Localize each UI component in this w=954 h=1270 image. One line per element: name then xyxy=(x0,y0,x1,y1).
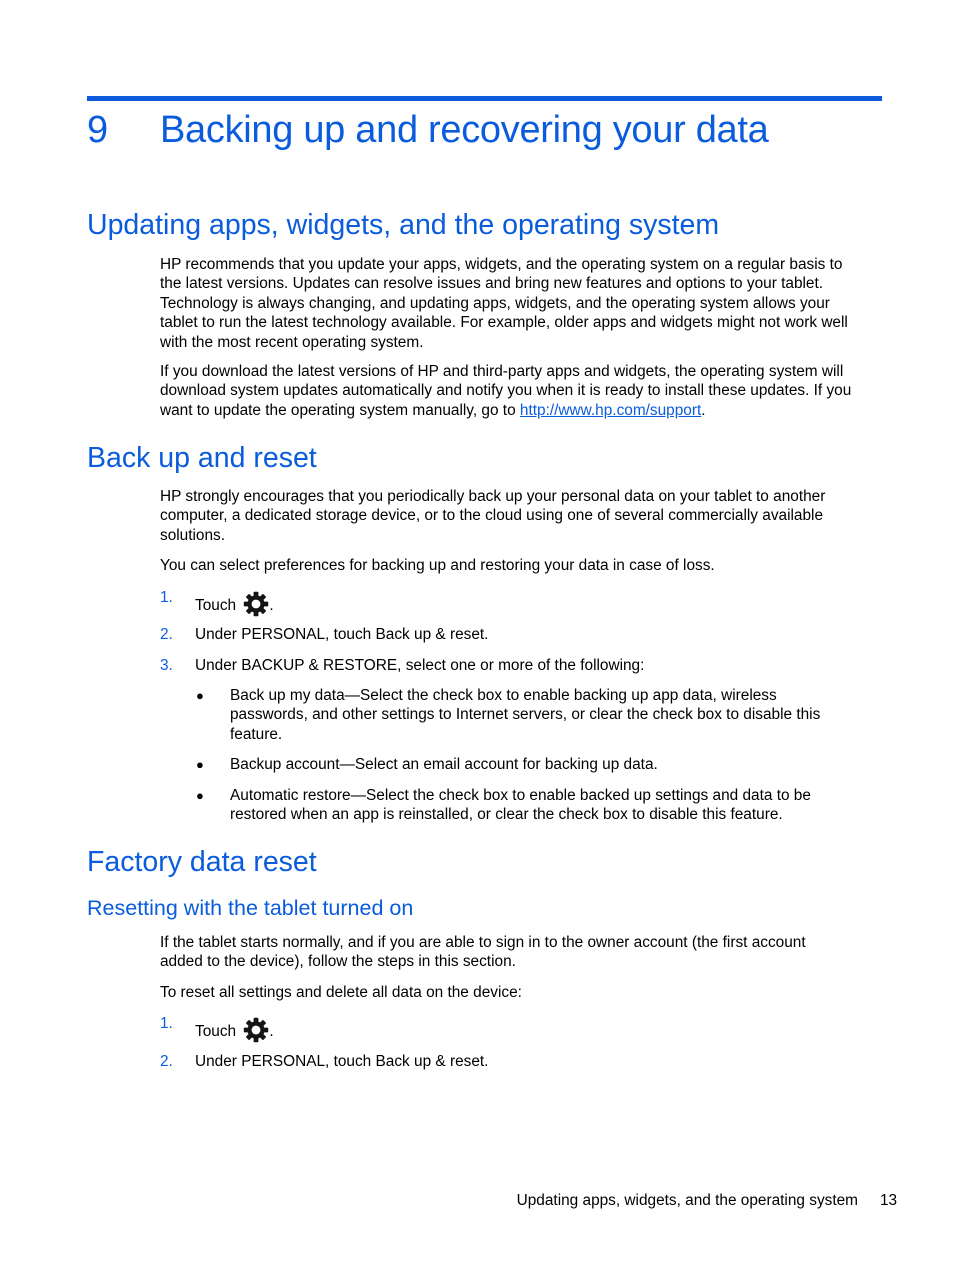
footer-page-number: 13 xyxy=(880,1192,898,1209)
bullet-marker: ● xyxy=(196,688,204,703)
updating-paragraph-1: HP recommends that you update your apps, widgets, and the operating system on a regular basis to the latest versions. Updates can resolve issues and bring new features and options to your tablet. Technology is always changing, and updating apps, widgets, and the operating system allows your tablet to run the latest technology available. For example, older apps and widgets might not work well with the most recent operating system. xyxy=(160,256,848,351)
subsection-heading-tablet-on: Resetting with the tablet turned on xyxy=(87,896,414,920)
section-heading-updating: Updating apps, widgets, and the operating system xyxy=(87,209,720,241)
backup-step-1: Touch . xyxy=(195,591,274,617)
bullet-marker: ● xyxy=(196,788,204,803)
gear-icon xyxy=(243,591,269,617)
factory-step-2: Under PERSONAL, touch Back up & reset. xyxy=(195,1053,489,1070)
backup-step-1-number: 1. xyxy=(160,589,173,606)
section-heading-factory: Factory data reset xyxy=(87,846,317,878)
factory-step-1: Touch . xyxy=(195,1017,274,1043)
chapter-number: 9 xyxy=(87,109,109,151)
bullet-back-up-my-data: Back up my data—Select the check box to enable backing up app data, wireless passwords, and other settings to Internet servers, or clear the check box to disable this feature. xyxy=(230,687,821,743)
footer-section-title: Updating apps, widgets, and the operating system xyxy=(516,1192,858,1209)
ui-label-backup-account: Backup account xyxy=(230,756,340,773)
backup-paragraph-2: You can select preferences for backing up and restoring your data in case of loss. xyxy=(160,557,715,574)
backup-paragraph-1: HP strongly encourages that you periodically back up your personal data on your tablet to another computer, a dedicated storage device, or to the cloud using one of several commercially available solutions. xyxy=(160,488,826,544)
bullet-backup-account: Backup account—Select an email account for backing up data. xyxy=(230,756,658,773)
ui-label-backup-restore: BACKUP & RESTORE xyxy=(241,657,398,674)
gear-icon xyxy=(243,1017,269,1043)
factory-paragraph-1: If the tablet starts normally, and if you are able to sign in to the owner account (the first account added to the device), follow the steps in this section. xyxy=(160,934,806,971)
ui-label-backup-reset: Back up & reset xyxy=(375,626,485,643)
factory-step-1-number: 1. xyxy=(160,1015,173,1032)
ui-label-personal: PERSONAL xyxy=(241,626,326,643)
backup-step-3-number: 3. xyxy=(160,657,173,674)
backup-step-2-number: 2. xyxy=(160,626,173,643)
ui-label-automatic-restore: Automatic restore xyxy=(230,787,351,804)
ui-label-personal: PERSONAL xyxy=(241,1053,326,1070)
factory-paragraph-2: To reset all settings and delete all data on the device: xyxy=(160,984,522,1001)
chapter-title: Backing up and recovering your data xyxy=(160,109,769,151)
ui-label-back-up-my-data: Back up my data xyxy=(230,687,345,704)
hp-support-link[interactable]: http://www.hp.com/support xyxy=(519,401,702,419)
bullet-marker: ● xyxy=(196,757,204,772)
backup-step-2: Under PERSONAL, touch Back up & reset. xyxy=(195,626,489,643)
section-heading-backup: Back up and reset xyxy=(87,442,317,474)
backup-step-3: Under BACKUP & RESTORE, select one or more of the following: xyxy=(195,657,645,674)
factory-step-2-number: 2. xyxy=(160,1053,173,1070)
ui-label-backup-reset: Back up & reset xyxy=(375,1053,485,1070)
chapter-rule xyxy=(87,96,882,101)
updating-paragraph-2: If you download the latest versions of HP and third-party apps and widgets, the operating system will download system updates automatically and notify you when it is ready to install these updates. If you want to update the operating system manually, go to http://www.hp.com/support. xyxy=(160,363,852,419)
bullet-automatic-restore: Automatic restore—Select the check box to enable backed up settings and data to be restored when an app is reinstalled, or clear the check box to disable this feature. xyxy=(230,787,811,824)
